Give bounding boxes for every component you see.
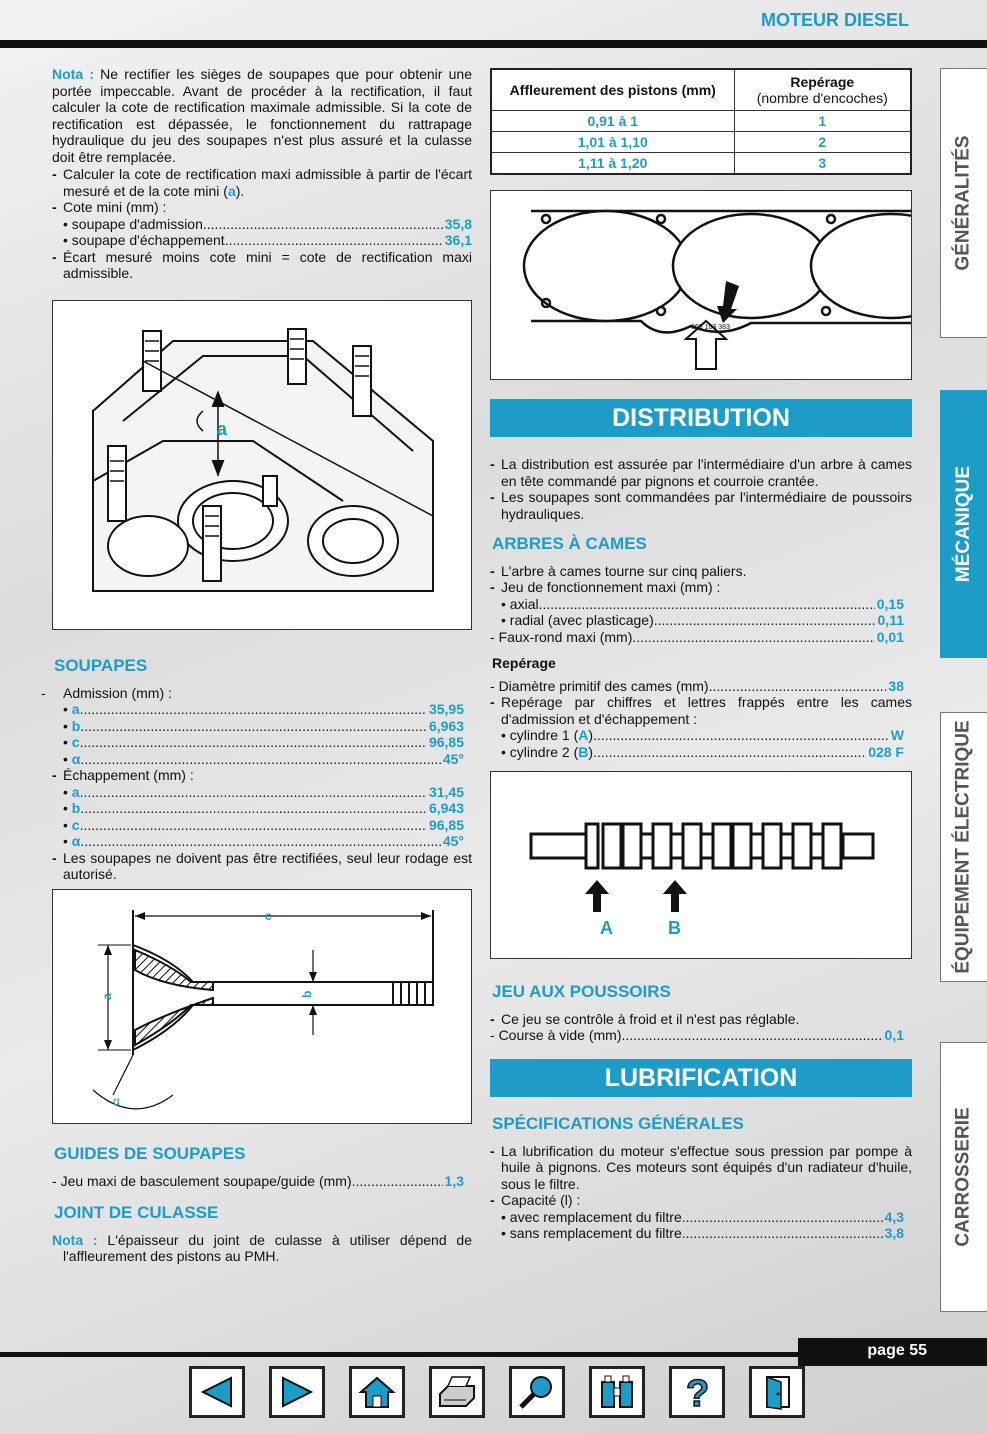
print-button[interactable] bbox=[429, 1366, 485, 1418]
home-button[interactable] bbox=[349, 1366, 405, 1418]
table-cell-mark: 3 bbox=[734, 153, 911, 174]
jeu-section bbox=[490, 966, 912, 1044]
search-button[interactable] bbox=[509, 1366, 565, 1418]
radial-row bbox=[490, 612, 912, 629]
home-icon bbox=[357, 1374, 397, 1410]
help-icon bbox=[677, 1372, 717, 1412]
course-label: Course à vide (mm) bbox=[498, 1027, 622, 1043]
echappement-row-2-key: c bbox=[71, 816, 80, 833]
table-cell-range: 1,11 à 1,20 bbox=[491, 153, 734, 174]
lub-item-1: - La lubrification du moteur s'effectue sous pression par pompe à huile à pignons. Ces moteurs sont équipés d'un radiateur d'huile, sous le filtre. bbox=[490, 1142, 912, 1192]
lubrification-banner: LUBRIFICATION bbox=[490, 1059, 912, 1097]
soupape-ech-label: • soupape d'échappement bbox=[63, 232, 225, 248]
admission-row-1-value: 6,963 bbox=[428, 717, 464, 734]
radial-label: • radial (avec plasticage) bbox=[501, 612, 654, 628]
dist-item-2: - Les soupapes sont commandées par l'intermédiaire de poussoirs hydrauliques. bbox=[490, 489, 912, 522]
tab-mecanique-label: MÉCANIQUE bbox=[953, 465, 974, 583]
admission-row-2-key: c bbox=[71, 734, 80, 750]
gasket-drawing bbox=[491, 191, 911, 379]
dist-item-1: - La distribution est assurée par l'intermédiaire d'un arbre à cames en tête commandé par pignons et courroie crantée. bbox=[490, 456, 912, 489]
admission-row-1-label: • b bbox=[63, 717, 81, 734]
spec-title: SPÉCIFICATIONS GÉNÉRALES bbox=[492, 1114, 744, 1133]
admission-row-2-value: 96,85 bbox=[428, 734, 464, 750]
fig2-label-alpha: α bbox=[113, 1094, 120, 1108]
diametre-row: - Diamètre primitif des cames (mm) ..... 38 bbox=[490, 678, 912, 695]
soupapes-note: - Les soupapes ne doivent pas être rectifiées, seul leur rodage est autorisé. bbox=[52, 849, 472, 882]
table-header-1: Affleurement des pistons (mm) bbox=[491, 69, 734, 111]
joint-title: JOINT DE CULASSE bbox=[54, 1203, 219, 1222]
valve-figure bbox=[52, 889, 472, 1124]
admission-row-1-key: b bbox=[71, 717, 81, 734]
cyl2-post: ) bbox=[588, 743, 594, 760]
nota-rectification bbox=[52, 66, 472, 165]
course-row: - Course à vide (mm) ..... 0,1 bbox=[490, 1027, 912, 1044]
soupape-ech-row bbox=[52, 232, 472, 249]
affleurement-table bbox=[490, 68, 912, 175]
distribution-banner: DISTRIBUTION bbox=[490, 399, 912, 437]
search-icon bbox=[517, 1374, 557, 1410]
admission-row-0 bbox=[52, 701, 472, 718]
echappement-row-2-value: 96,85 bbox=[428, 816, 464, 833]
svg-text:?: ? bbox=[686, 1373, 710, 1412]
fig2-label-c: c bbox=[265, 909, 272, 923]
lub-item-1-text: La lubrification du moteur s'effectue sous pression par pompe à huile à pignons. Ces moteurs sont équipés d'un radiateur d'huile, sous le filtre. bbox=[501, 1142, 912, 1192]
cyl1-row bbox=[490, 727, 912, 744]
echappement-row-3 bbox=[52, 833, 472, 850]
cam-label-b: B bbox=[668, 918, 681, 938]
admission-row-2 bbox=[52, 734, 472, 751]
prev-button[interactable] bbox=[189, 1366, 245, 1418]
top-rule bbox=[0, 40, 987, 48]
soupapes-title: SOUPAPES bbox=[54, 656, 148, 675]
echappement-label-text: Échappement (mm) : bbox=[63, 767, 194, 783]
admission-row-0-label: • a bbox=[63, 701, 80, 717]
soupape-adm-value: 35,8 bbox=[444, 215, 472, 232]
calc-post: ). bbox=[235, 182, 245, 199]
dist-item-1-text: La distribution est assurée par l'intermédiaire d'un arbre à cames en tête commandé par pignons et courroie crantée. bbox=[501, 456, 912, 489]
arbres-title: ARBRES À CAMES bbox=[492, 534, 647, 553]
calc-a-ref: a bbox=[227, 182, 236, 199]
distribution-section bbox=[490, 456, 912, 760]
cylinder-head-figure bbox=[52, 300, 472, 630]
cyl1-key: A bbox=[578, 727, 589, 743]
joint-nota-label: Nota : bbox=[52, 1231, 98, 1248]
tab-equipement-label: ÉQUIPEMENT ÉLECTRIQUE bbox=[953, 720, 975, 974]
admission-row-2-label: • c bbox=[63, 734, 80, 750]
left-column bbox=[52, 66, 472, 282]
sans-value: 3,8 bbox=[884, 1225, 904, 1241]
lubrification-section bbox=[490, 1102, 912, 1242]
table-row bbox=[491, 111, 911, 132]
jeu-item-1: - Ce jeu se contrôle à froid et il n'est pas réglable. bbox=[490, 1010, 800, 1027]
table-cell-mark: 1 bbox=[734, 111, 911, 132]
table-cell-mark: 2 bbox=[734, 132, 911, 153]
admission-row-1 bbox=[52, 718, 472, 735]
prev-icon bbox=[197, 1374, 237, 1410]
camshaft-figure bbox=[490, 771, 912, 959]
guides-row: - Jeu maxi de basculement soupape/guide (mm) ..... 1,3 bbox=[52, 1173, 472, 1190]
echappement-row-3-key: α bbox=[71, 833, 81, 849]
header-title: MOTEUR DIESEL bbox=[760, 10, 909, 30]
ecart-text: Écart mesuré moins cote mini = cote de rectification maxi admissible. bbox=[63, 248, 472, 281]
sans-row bbox=[490, 1225, 912, 1242]
admission-row-3-label: • α bbox=[63, 750, 81, 767]
admission-list bbox=[52, 701, 472, 767]
valve-drawing bbox=[53, 890, 471, 1123]
echappement-row-0-key: a bbox=[71, 783, 80, 800]
joint-nota-text: L'épaisseur du joint de culasse à utiliser dépend de l'affleurement des pistons au PMH. bbox=[63, 1231, 472, 1264]
fauxrond-value: 0,01 bbox=[876, 628, 904, 645]
echappement-row-1-value: 6,943 bbox=[428, 800, 464, 816]
soupape-adm-label: • soupape d'admission bbox=[63, 215, 203, 232]
binoculars-button[interactable] bbox=[589, 1366, 645, 1418]
cote-mini: - Cote mini (mm) : bbox=[52, 199, 167, 215]
echappement-row-1-key: b bbox=[71, 800, 81, 816]
echappement-row-2 bbox=[52, 817, 472, 834]
page-number: page 55 bbox=[798, 1338, 987, 1366]
jeu-title: JEU AUX POUSSOIRS bbox=[492, 982, 671, 1001]
admission-label: - Admission (mm) : bbox=[41, 684, 172, 701]
tab-generalites[interactable] bbox=[940, 68, 987, 338]
capacite-text: Capacité (l) : bbox=[501, 1192, 581, 1208]
calc-pre: Calculer la cote de rectification maxi admissible à partir de l'écart mesuré et de la cote mini ( bbox=[63, 166, 472, 199]
soupapes-note-text: Les soupapes ne doivent pas être rectifiées, seul leur rodage est autorisé. bbox=[63, 849, 472, 882]
table-header-2 bbox=[734, 69, 911, 111]
radial-value: 0,11 bbox=[877, 612, 904, 628]
reperage-item: - Repérage par chiffres et lettres frappés entre les cames d'admission et d'échappement : bbox=[490, 694, 912, 727]
table-cell-range: 1,01 à 1,10 bbox=[491, 132, 734, 153]
nota-text: Ne rectifier les sièges de soupapes que pour obtenir une portée impeccable. Avant de procéder à la rectification, il faut calculer la cote de rectification maximale admissible. Si la cote de rectification est dépassée, le fonctionnement du rattrapage hydraulique du jeu des soupapes n'est plus assuré et la culasse doit être remplacée. bbox=[52, 66, 472, 165]
ecart-item: - Écart mesuré moins cote mini = cote de rectification maxi admissible. bbox=[52, 248, 472, 281]
echappement-row-1-label: • b bbox=[63, 800, 81, 816]
echappement-row-3-label: • α bbox=[63, 833, 81, 849]
jeu-item-1-text: Ce jeu se contrôle à froid et il n'est pas réglable. bbox=[501, 1010, 800, 1027]
guides-joint-section bbox=[52, 1128, 472, 1266]
tab-mecanique[interactable] bbox=[940, 390, 987, 658]
echappement-row-0-value: 31,45 bbox=[428, 783, 464, 800]
cyl1-pre: • cylindre 1 ( bbox=[501, 727, 579, 743]
arbres-item-1: - L'arbre à cames tourne sur cinq paliers. bbox=[490, 562, 747, 579]
cyl2-row bbox=[490, 744, 912, 761]
soupapes-section bbox=[41, 640, 472, 883]
echappement-row-2-label: • c bbox=[63, 816, 80, 833]
table-header-2-title: Repérage bbox=[790, 74, 855, 90]
cyl2-pre: • cylindre 2 ( bbox=[501, 743, 579, 760]
soupape-ech-value: 36,1 bbox=[444, 232, 472, 248]
echappement-row-1 bbox=[52, 800, 472, 817]
admission-row-3-value: 45° bbox=[442, 750, 464, 767]
admission-label-text: Admission (mm) : bbox=[63, 684, 172, 701]
print-icon bbox=[436, 1374, 478, 1410]
table-header-2-sub: (nombre d'encoches) bbox=[756, 90, 888, 106]
gasket-figure bbox=[490, 190, 912, 380]
guides-title: GUIDES DE SOUPAPES bbox=[54, 1144, 246, 1163]
table-row bbox=[491, 153, 911, 174]
nav-bar bbox=[189, 1366, 805, 1418]
calc-item: - Calculer la cote de rectification maxi admissible à partir de l'écart mesuré et de la cote mini (a). bbox=[52, 166, 472, 199]
exit-button[interactable] bbox=[749, 1366, 805, 1418]
admission-row-3-key: α bbox=[71, 750, 81, 767]
joint-nota bbox=[52, 1232, 472, 1265]
next-icon bbox=[277, 1374, 317, 1410]
fig2-label-a: a bbox=[100, 993, 114, 1000]
echappement-label: - Échappement (mm) : bbox=[52, 767, 194, 783]
course-value: 0,1 bbox=[884, 1027, 904, 1043]
cyl2-value: 028 F bbox=[868, 743, 904, 760]
camshaft-drawing bbox=[491, 772, 911, 958]
binoculars-icon bbox=[597, 1374, 637, 1410]
cyl1-value: W bbox=[890, 727, 904, 743]
fig2-label-b: b bbox=[300, 990, 314, 998]
axial-row bbox=[490, 596, 912, 613]
tab-equipement-electrique[interactable] bbox=[940, 712, 987, 982]
avec-label: • avec remplacement du filtre bbox=[501, 1208, 682, 1225]
arbres-item-2-text: Jeu de fonctionnement maxi (mm) : bbox=[501, 579, 721, 595]
help-button[interactable] bbox=[669, 1366, 725, 1418]
arbres-item-1-text: L'arbre à cames tourne sur cinq paliers. bbox=[501, 562, 747, 579]
table-cell-range: 0,91 à 1 bbox=[491, 111, 734, 132]
admission-row-0-value: 35,95 bbox=[428, 701, 464, 717]
avec-value: 4,3 bbox=[884, 1208, 904, 1225]
axial-value: 0,15 bbox=[876, 595, 904, 612]
fig1-label-a: a bbox=[217, 419, 228, 439]
nota-label: Nota : bbox=[52, 66, 94, 82]
cam-label-a: A bbox=[600, 918, 613, 938]
affleurement-body bbox=[491, 111, 911, 174]
diametre-value: 38 bbox=[888, 677, 904, 694]
axial-label: • axial bbox=[501, 595, 539, 612]
echappement-row-3-value: 45° bbox=[442, 833, 464, 849]
fauxrond-label: Faux-rond maxi (mm) bbox=[498, 628, 633, 645]
sans-label: • sans remplacement du filtre bbox=[501, 1225, 682, 1241]
admission-row-3 bbox=[52, 751, 472, 768]
diametre-label: Diamètre primitif des cames (mm) bbox=[498, 677, 709, 694]
tab-carrosserie[interactable] bbox=[940, 1042, 987, 1312]
arbres-item-2: - Jeu de fonctionnement maxi (mm) : bbox=[490, 579, 721, 595]
table-row bbox=[491, 132, 911, 153]
echappement-list bbox=[52, 784, 472, 850]
capacite-item: - Capacité (l) : bbox=[490, 1192, 581, 1208]
next-button[interactable] bbox=[269, 1366, 325, 1418]
cyl1-post: ) bbox=[588, 727, 594, 743]
tab-generalites-label: GÉNÉRALITÉS bbox=[953, 135, 974, 271]
cote-mini-label: Cote mini (mm) : bbox=[63, 199, 167, 215]
soupape-adm-row bbox=[52, 216, 472, 233]
avec-row bbox=[490, 1209, 912, 1226]
echappement-row-0 bbox=[52, 784, 472, 801]
guides-label: Jeu maxi de basculement soupape/guide (mm) bbox=[60, 1172, 352, 1189]
exit-icon bbox=[757, 1374, 797, 1410]
gasket-code: 068 103 383 bbox=[691, 324, 730, 331]
tab-carrosserie-label: CARROSSERIE bbox=[953, 1107, 975, 1247]
reperage-text: Repérage par chiffres et lettres frappés entre les cames d'admission et d'échappement : bbox=[501, 694, 912, 727]
guides-value: 1,3 bbox=[444, 1172, 464, 1189]
dist-item-2-text: Les soupapes sont commandées par l'intermédiaire de poussoirs hydrauliques. bbox=[501, 489, 912, 522]
cyl2-key: B bbox=[578, 743, 589, 760]
admission-row-0-key: a bbox=[71, 701, 80, 717]
echappement-row-0-label: • a bbox=[63, 783, 80, 800]
reperage-title: Repérage bbox=[492, 655, 556, 671]
fauxrond-row: - Faux-rond maxi (mm) ..... 0,01 bbox=[490, 629, 912, 646]
cylinder-head-drawing bbox=[53, 301, 471, 629]
